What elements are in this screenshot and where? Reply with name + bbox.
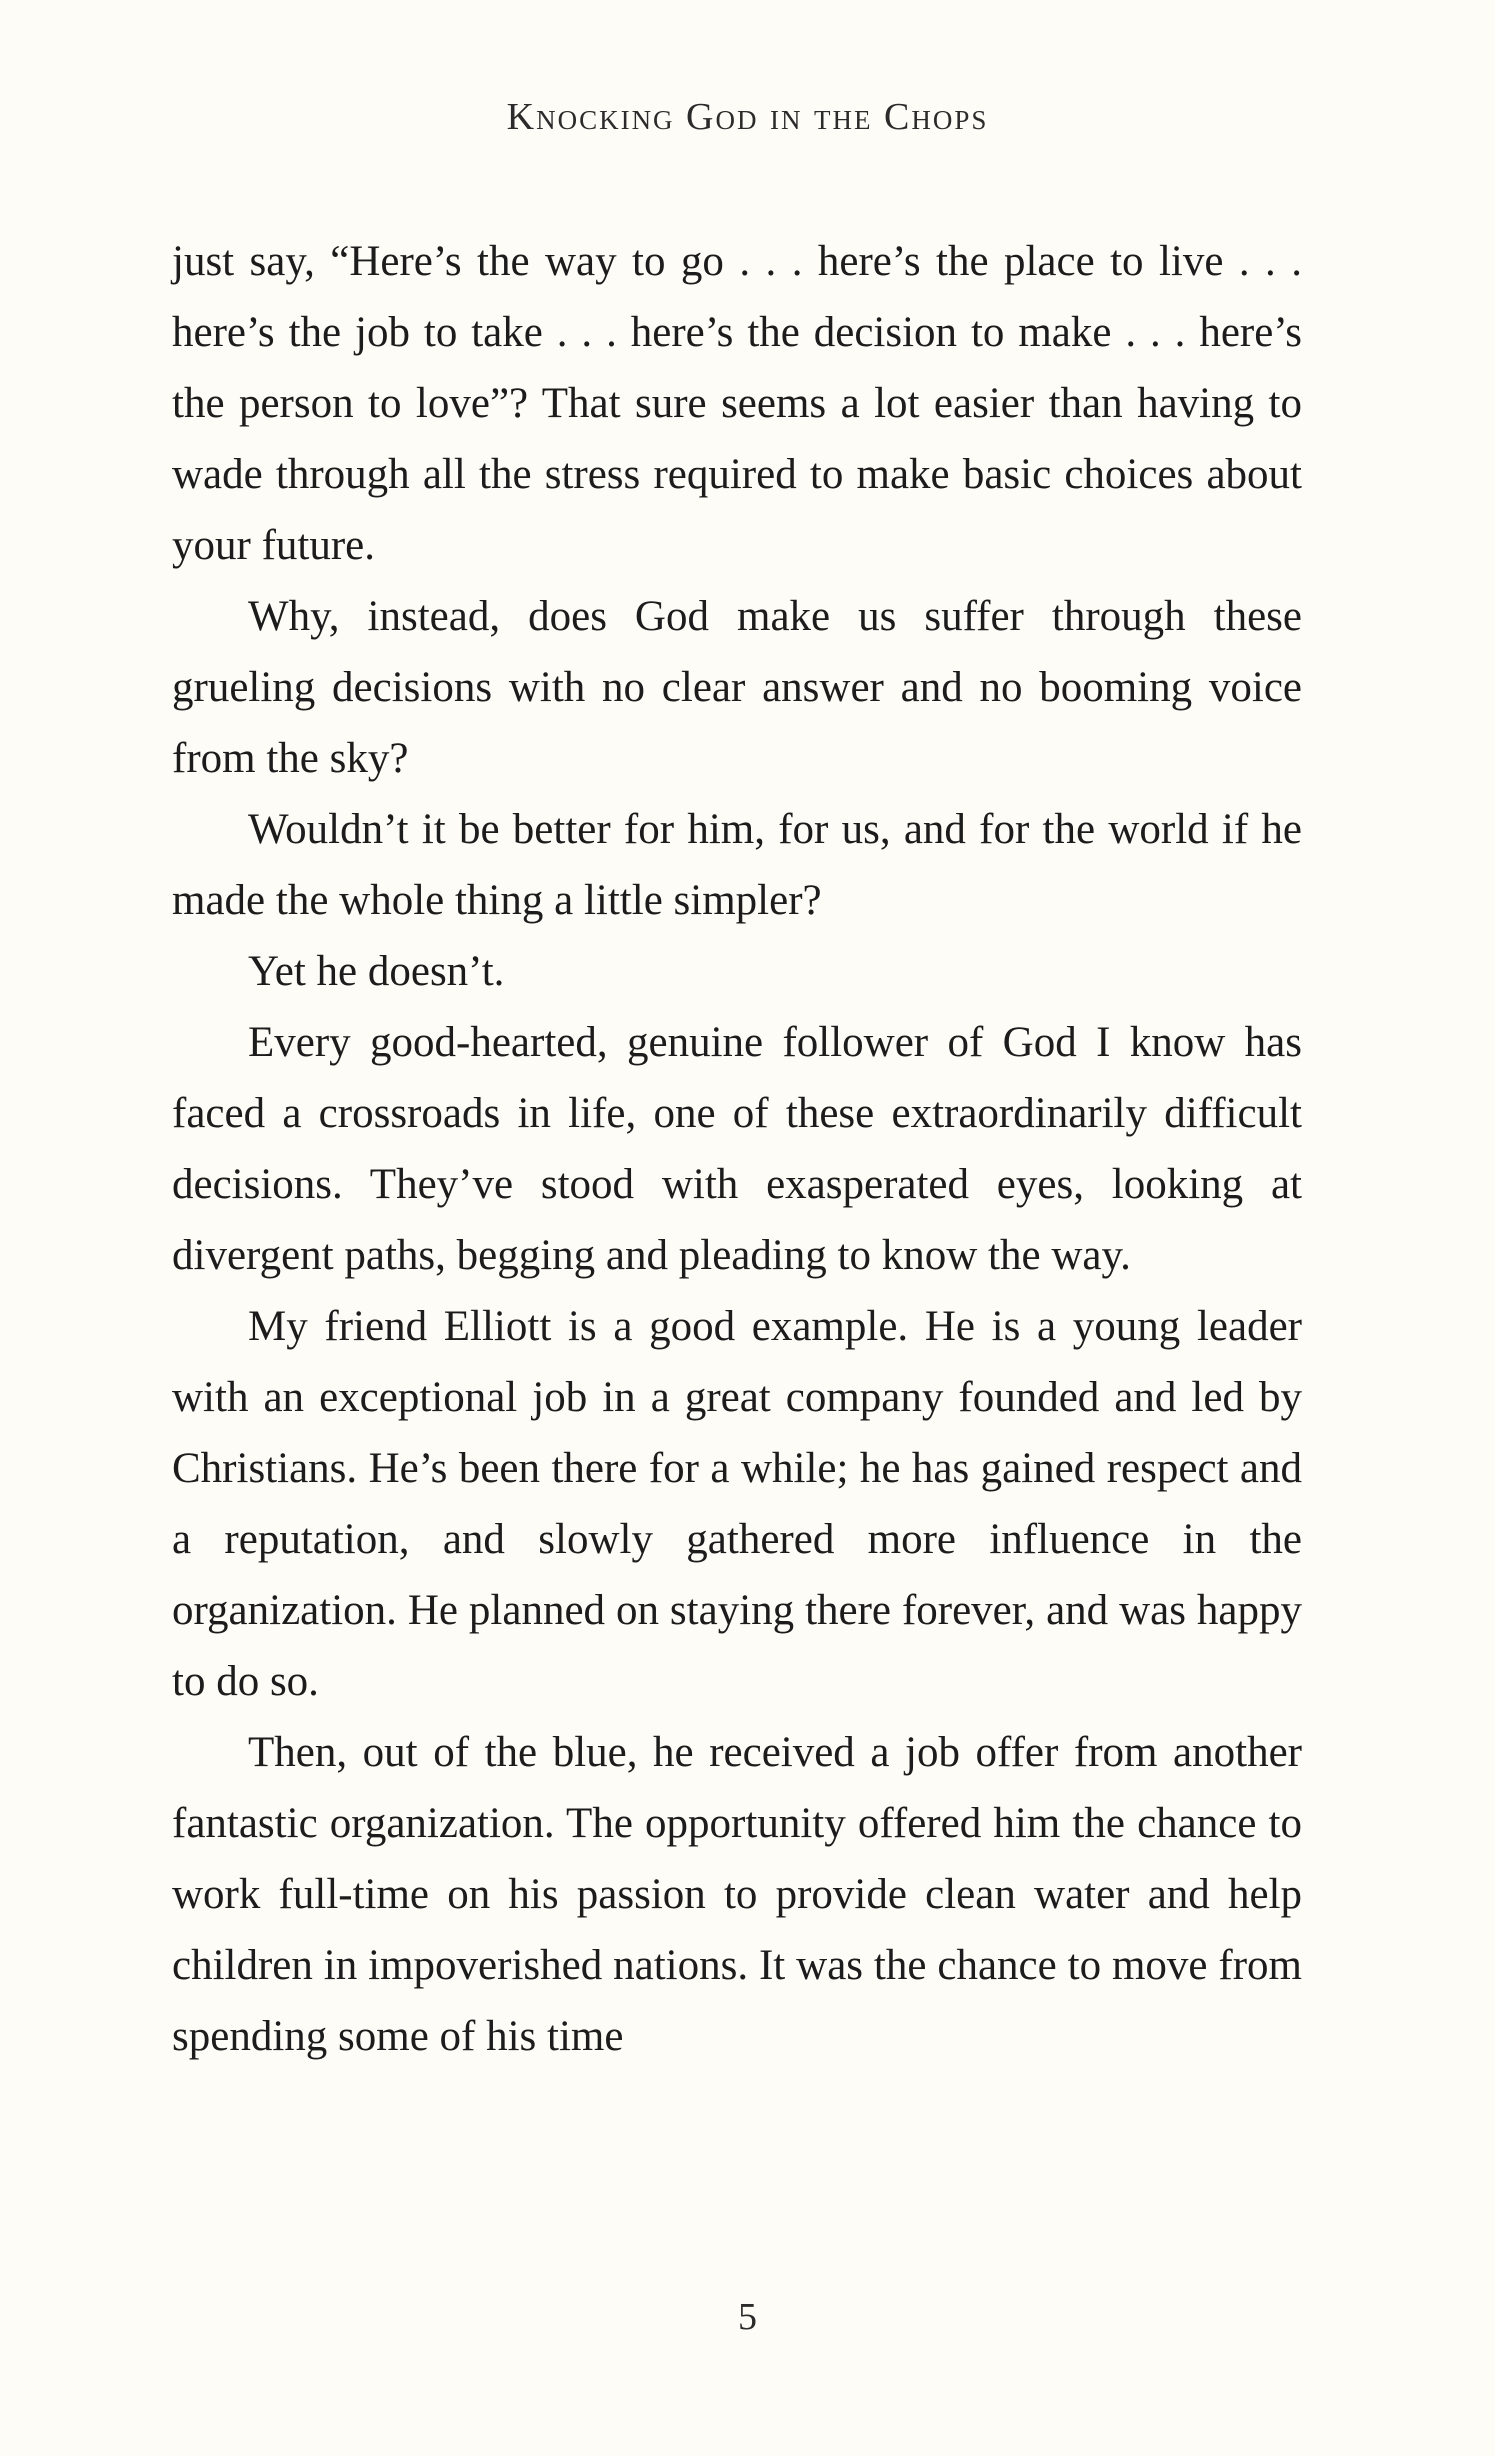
- paragraph-4: Yet he doesn’t.: [248, 948, 505, 995]
- page-number: 5: [738, 2296, 757, 2338]
- paragraph-5: Every good-hearted, genuine follower of God I know has faced a crossroads in life, one of these extraordinarily difficult decisions. They’ve stood with exasperated eyes, looking at divergent paths, begging and pleading to know the way.: [172, 1019, 1302, 1279]
- body-text: [172, 226, 1302, 2072]
- paragraph-1: just say, “Here’s the way to go . . . here’s the place to live . . . here’s the job to take . . . here’s the decision to make . . . here’s the person to love”? That sure seems a lot easier than having to wade through all the stress required to make basic choices about your future.: [172, 238, 1302, 569]
- paragraph-6: My friend Elliott is a good example. He is a young leader with an exceptional job in a great company founded and led by Christians. He’s been there for a while; he has gained respect and a reputation, and slowly gathered more influence in the organization. He planned on staying there forever, and was happy to do so.: [172, 1303, 1302, 1705]
- paragraph-3: Wouldn’t it be better for him, for us, and for the world if he made the whole thing a little simpler?: [172, 806, 1302, 924]
- paragraph-7: Then, out of the blue, he received a job offer from another fantastic organization. The opportunity offered him the chance to work full-time on his passion to provide clean water and help children in impoverished nations. It was the chance to move from spending some of his time: [172, 1729, 1302, 2060]
- running-head: Knocking God in the Chops: [506, 96, 989, 138]
- paragraph-2: Why, instead, does God make us suffer through these grueling decisions with no clear answer and no booming voice from the sky?: [172, 593, 1302, 782]
